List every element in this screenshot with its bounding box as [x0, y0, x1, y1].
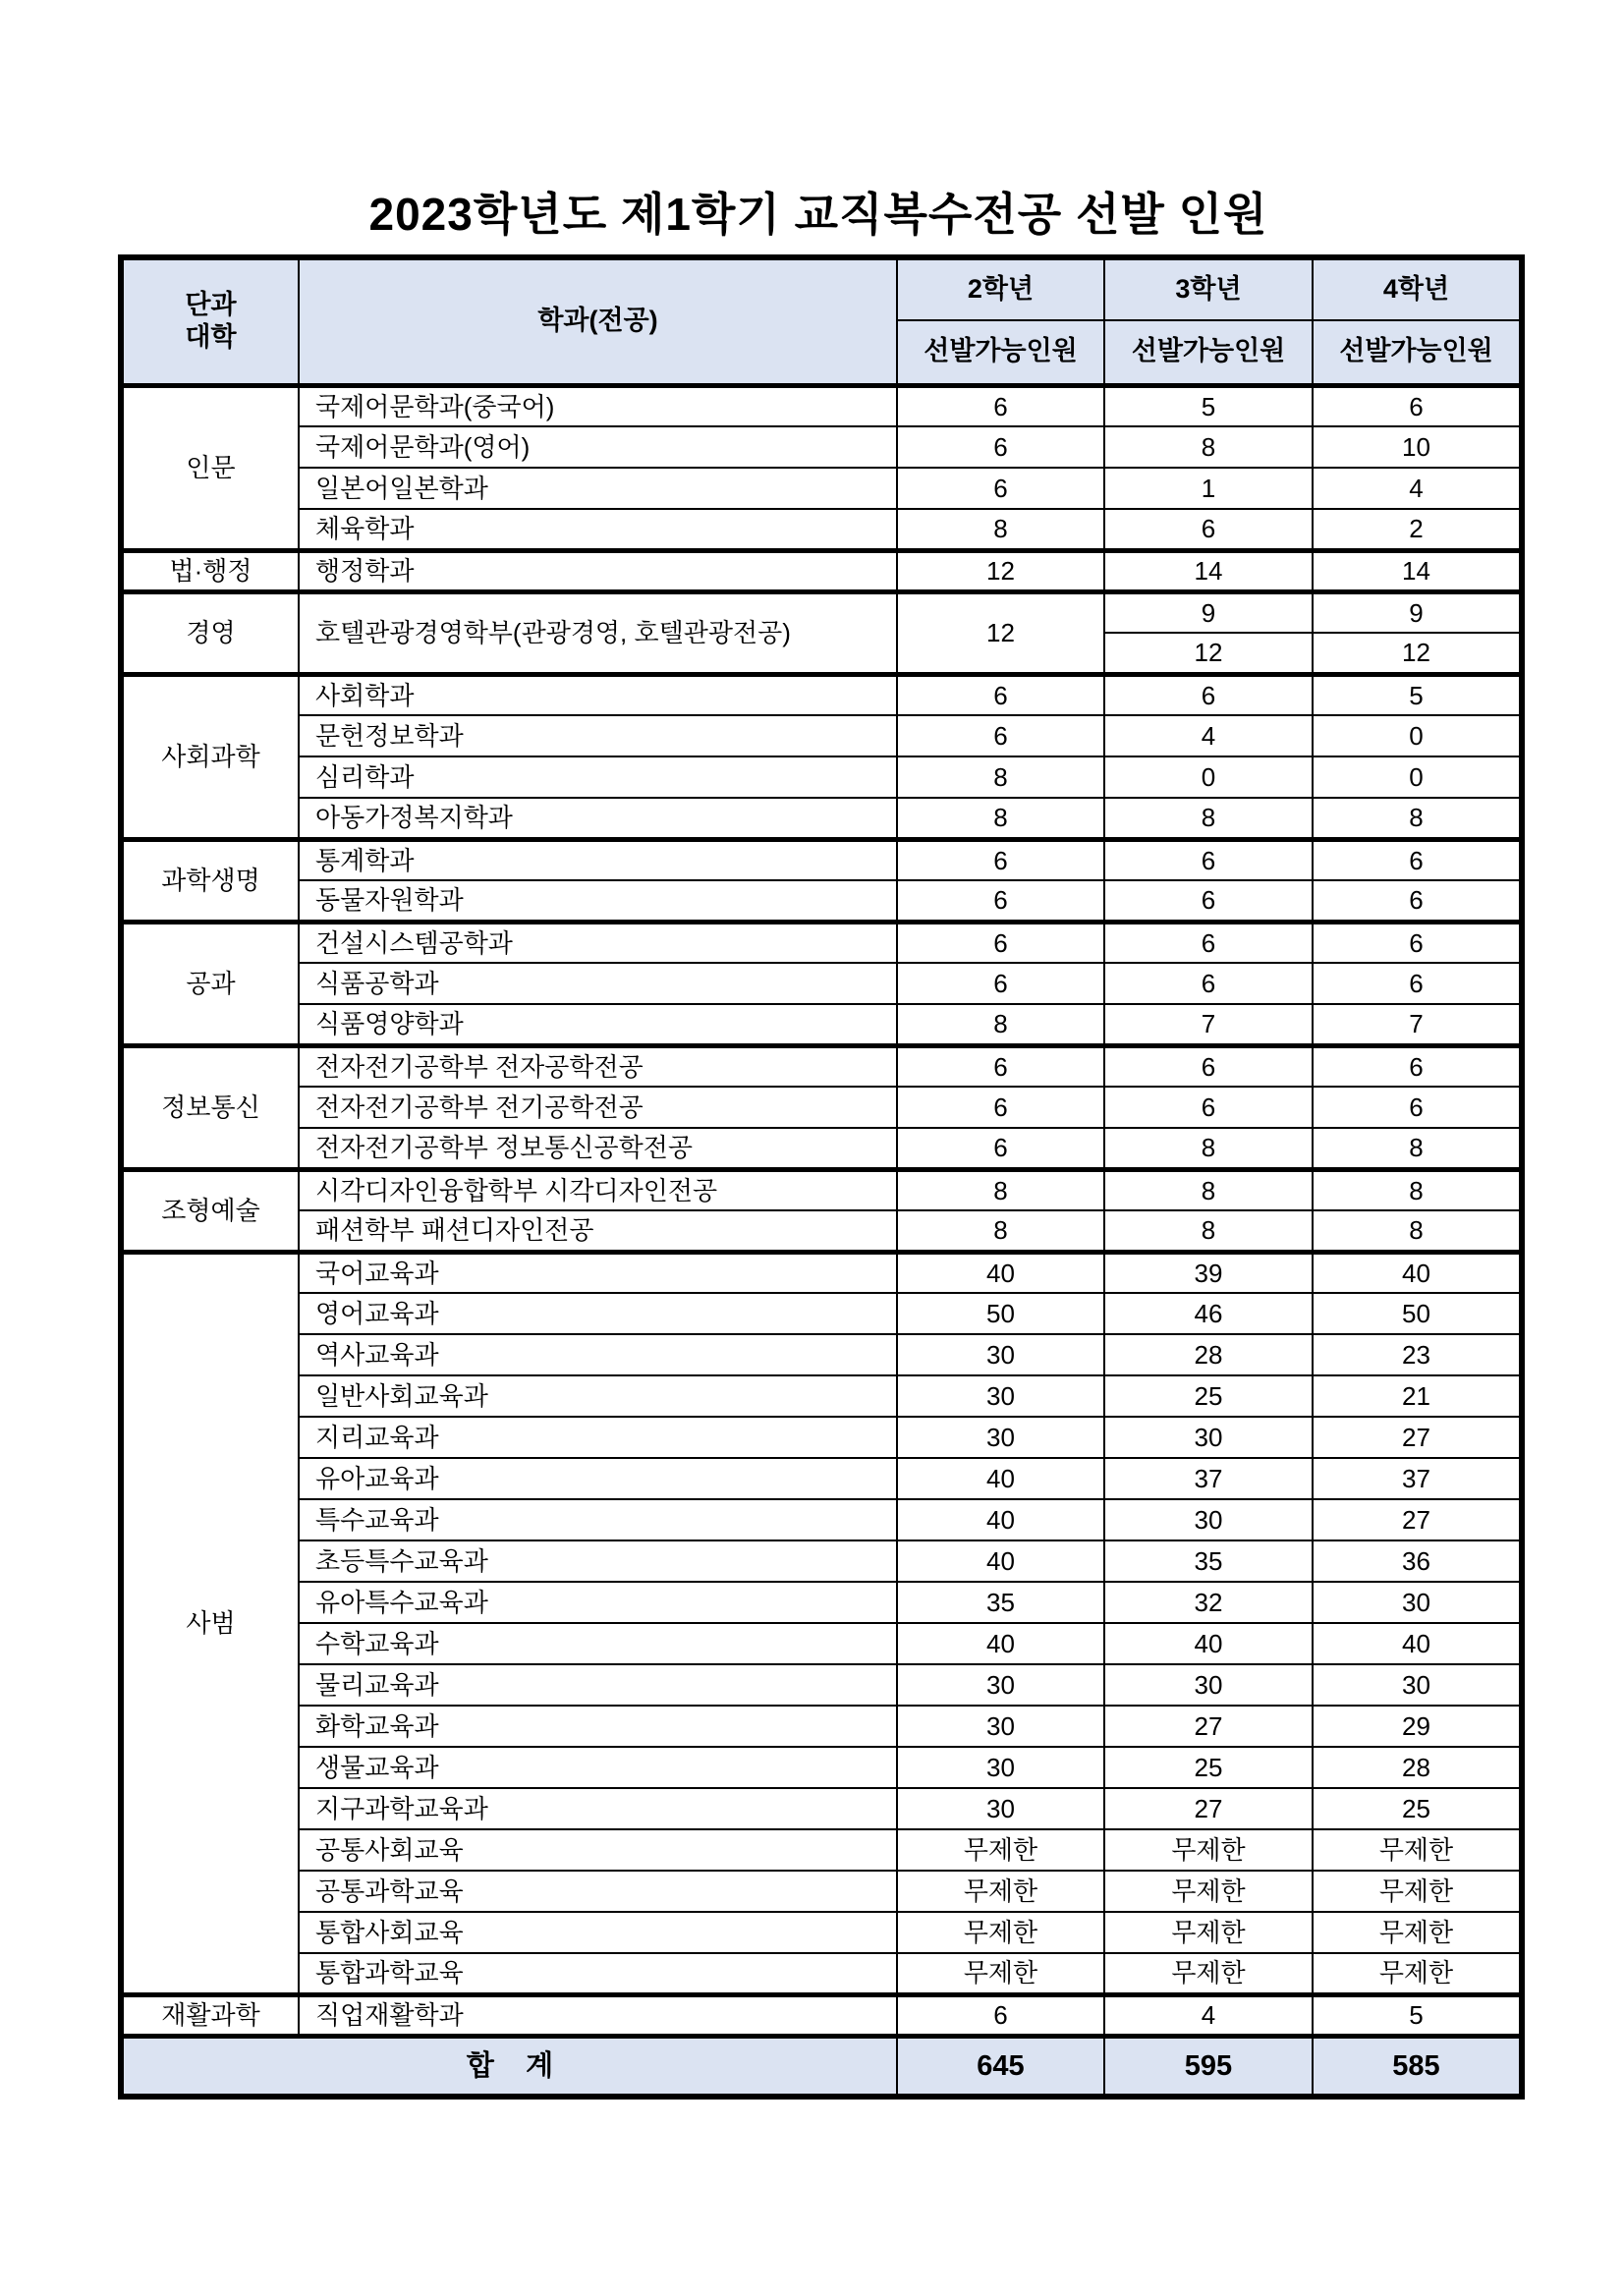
count-cell-y4: 무제한 — [1313, 1953, 1522, 1994]
count-cell-y2: 8 — [897, 1169, 1104, 1210]
dept-cell: 전자전기공학부 전자공학전공 — [299, 1045, 897, 1087]
total-label: 합 계 — [121, 2036, 897, 2097]
count-cell-y3: 6 — [1104, 509, 1313, 550]
table-row — [121, 880, 1522, 922]
count-cell-y3: 무제한 — [1104, 1829, 1313, 1871]
count-cell-y3: 무제한 — [1104, 1912, 1313, 1953]
count-cell-y3: 32 — [1104, 1582, 1313, 1623]
dept-cell: 식품공학과 — [299, 963, 897, 1004]
count-cell-y3: 40 — [1104, 1623, 1313, 1664]
header-college-line2: 대학 — [185, 322, 237, 353]
dept-cell: 체육학과 — [299, 509, 897, 550]
count-cell-y3-bottom: 12 — [1104, 633, 1313, 674]
dept-cell: 물리교육과 — [299, 1664, 897, 1706]
page-title: 2023학년도 제1학기 교직복수전공 선발 인원 — [368, 189, 1268, 240]
count-cell-y4: 8 — [1313, 1169, 1522, 1210]
dept-cell: 지구과학교육과 — [299, 1788, 897, 1829]
table-row — [121, 715, 1522, 756]
table-row — [121, 798, 1522, 839]
table-row — [121, 1788, 1522, 1829]
dept-cell: 초등특수교육과 — [299, 1540, 897, 1582]
count-cell-y2: 40 — [897, 1458, 1104, 1499]
table-row — [121, 1087, 1522, 1128]
dept-cell: 패션학부 패션디자인전공 — [299, 1210, 897, 1252]
count-cell-y2: 6 — [897, 1045, 1104, 1087]
dept-cell: 행정학과 — [299, 550, 897, 591]
table-row — [121, 1004, 1522, 1045]
count-cell-y3: 8 — [1104, 798, 1313, 839]
count-cell-y2: 40 — [897, 1623, 1104, 1664]
dept-cell: 식품영양학과 — [299, 1004, 897, 1045]
count-cell-y3: 무제한 — [1104, 1953, 1313, 1994]
count-cell-y4: 6 — [1313, 963, 1522, 1004]
table-row — [121, 1045, 1522, 1087]
dept-cell: 전자전기공학부 정보통신공학전공 — [299, 1128, 897, 1169]
count-cell-y4: 8 — [1313, 1128, 1522, 1169]
count-cell-y2: 6 — [897, 1087, 1104, 1128]
count-cell-y3: 46 — [1104, 1293, 1313, 1334]
count-cell-y2: 6 — [897, 1994, 1104, 2036]
table-row — [121, 468, 1522, 509]
dept-cell: 직업재활학과 — [299, 1994, 897, 2036]
table-row — [121, 550, 1522, 591]
selection-table — [118, 254, 1525, 2100]
table-row — [121, 1334, 1522, 1375]
count-cell-y4-top: 9 — [1313, 591, 1522, 633]
count-cell-y4: 21 — [1313, 1375, 1522, 1417]
count-cell-y3: 35 — [1104, 1540, 1313, 1582]
count-cell-y2: 35 — [897, 1582, 1104, 1623]
count-cell-y2: 8 — [897, 1004, 1104, 1045]
table-row — [121, 1458, 1522, 1499]
dept-cell: 통합과학교육 — [299, 1953, 897, 1994]
dept-cell: 시각디자인융합학부 시각디자인전공 — [299, 1169, 897, 1210]
count-cell-y4: 7 — [1313, 1004, 1522, 1045]
count-cell-y3: 8 — [1104, 426, 1313, 468]
count-cell-y3: 30 — [1104, 1499, 1313, 1540]
count-cell-y4: 6 — [1313, 922, 1522, 963]
count-cell-y3: 27 — [1104, 1706, 1313, 1747]
table-header — [121, 257, 1522, 385]
count-cell-y2: 8 — [897, 1210, 1104, 1252]
header-sublabel-3: 선발가능인원 — [1104, 320, 1313, 385]
header-dept: 학과(전공) — [299, 257, 897, 385]
count-cell-y3: 무제한 — [1104, 1871, 1313, 1912]
table-row — [121, 1210, 1522, 1252]
dept-cell: 통계학과 — [299, 839, 897, 880]
header-college-line1: 단과 — [185, 290, 237, 320]
count-cell-y2: 6 — [897, 922, 1104, 963]
count-cell-y3: 8 — [1104, 1169, 1313, 1210]
header-grade-4: 4학년 — [1313, 257, 1522, 320]
count-cell-y2: 6 — [897, 426, 1104, 468]
dept-cell: 동물자원학과 — [299, 880, 897, 922]
count-cell-y2: 6 — [897, 468, 1104, 509]
table-row — [121, 1953, 1522, 1994]
count-cell-y4: 50 — [1313, 1293, 1522, 1334]
count-cell-y3: 27 — [1104, 1788, 1313, 1829]
count-cell-y3: 6 — [1104, 880, 1313, 922]
dept-cell: 통합사회교육 — [299, 1912, 897, 1953]
count-cell-y2: 6 — [897, 880, 1104, 922]
count-cell-y2: 8 — [897, 509, 1104, 550]
table-row — [121, 1128, 1522, 1169]
count-cell-y3: 8 — [1104, 1128, 1313, 1169]
table-row — [121, 922, 1522, 963]
count-cell-y2: 6 — [897, 1128, 1104, 1169]
count-cell-y3-top: 9 — [1104, 591, 1313, 633]
count-cell-y4: 36 — [1313, 1540, 1522, 1582]
dept-cell: 건설시스템공학과 — [299, 922, 897, 963]
count-cell-y3: 6 — [1104, 963, 1313, 1004]
table-row — [121, 1252, 1522, 1293]
dept-cell: 생물교육과 — [299, 1747, 897, 1788]
count-cell-y4: 0 — [1313, 715, 1522, 756]
count-cell-y2: 무제한 — [897, 1871, 1104, 1912]
table-row — [121, 1871, 1522, 1912]
count-cell-y3: 6 — [1104, 1087, 1313, 1128]
count-cell-y3: 37 — [1104, 1458, 1313, 1499]
table-row — [121, 756, 1522, 798]
count-cell-y2: 6 — [897, 715, 1104, 756]
count-cell-y4: 0 — [1313, 756, 1522, 798]
table-row — [121, 963, 1522, 1004]
count-cell-y4: 30 — [1313, 1582, 1522, 1623]
dept-cell: 일반사회교육과 — [299, 1375, 897, 1417]
dept-cell: 공통사회교육 — [299, 1829, 897, 1871]
count-cell-y2: 50 — [897, 1293, 1104, 1334]
dept-cell: 유아교육과 — [299, 1458, 897, 1499]
count-cell-y3: 14 — [1104, 550, 1313, 591]
table-row — [121, 1994, 1522, 2036]
count-cell-y4: 23 — [1313, 1334, 1522, 1375]
dept-cell: 역사교육과 — [299, 1334, 897, 1375]
college-cell: 과학생명 — [121, 839, 299, 922]
table-row — [121, 839, 1522, 880]
count-cell-y4: 30 — [1313, 1664, 1522, 1706]
count-cell-y2: 무제한 — [897, 1829, 1104, 1871]
count-cell-y2: 8 — [897, 756, 1104, 798]
count-cell-y4: 27 — [1313, 1499, 1522, 1540]
count-cell-y4-bottom: 12 — [1313, 633, 1522, 674]
count-cell-y3: 30 — [1104, 1417, 1313, 1458]
count-cell-y4: 6 — [1313, 1087, 1522, 1128]
count-cell-y3: 39 — [1104, 1252, 1313, 1293]
college-cell: 정보통신 — [121, 1045, 299, 1169]
count-cell-y4: 40 — [1313, 1252, 1522, 1293]
count-cell-y2: 6 — [897, 674, 1104, 715]
count-cell-y4: 8 — [1313, 798, 1522, 839]
total-count-y4: 585 — [1313, 2036, 1522, 2097]
count-cell-y2: 30 — [897, 1747, 1104, 1788]
table-row — [121, 1417, 1522, 1458]
dept-cell: 화학교육과 — [299, 1706, 897, 1747]
table-row — [121, 1747, 1522, 1788]
count-cell-y2: 40 — [897, 1499, 1104, 1540]
count-cell-y3: 6 — [1104, 1045, 1313, 1087]
count-cell-y3: 7 — [1104, 1004, 1313, 1045]
count-cell-y3: 6 — [1104, 839, 1313, 880]
count-cell-y4: 27 — [1313, 1417, 1522, 1458]
dept-cell: 사회학과 — [299, 674, 897, 715]
table-row — [121, 385, 1522, 426]
dept-cell: 문헌정보학과 — [299, 715, 897, 756]
dept-cell: 영어교육과 — [299, 1293, 897, 1334]
table-row — [121, 1582, 1522, 1623]
count-cell-y2: 12 — [897, 550, 1104, 591]
college-cell: 조형예술 — [121, 1169, 299, 1252]
dept-cell: 아동가정복지학과 — [299, 798, 897, 839]
count-cell-y2: 30 — [897, 1788, 1104, 1829]
table-row — [121, 1540, 1522, 1582]
table-row — [121, 1912, 1522, 1953]
count-cell-y2: 30 — [897, 1417, 1104, 1458]
count-cell-y4: 28 — [1313, 1747, 1522, 1788]
count-cell-y4: 25 — [1313, 1788, 1522, 1829]
dept-cell: 국제어문학과(영어) — [299, 426, 897, 468]
dept-cell: 호텔관광경영학부(관광경영, 호텔관광전공) — [299, 591, 897, 674]
count-cell-y4: 무제한 — [1313, 1912, 1522, 1953]
count-cell-y3: 25 — [1104, 1747, 1313, 1788]
college-cell: 공과 — [121, 922, 299, 1045]
count-cell-y3: 0 — [1104, 756, 1313, 798]
count-cell-y3: 28 — [1104, 1334, 1313, 1375]
dept-cell: 공통과학교육 — [299, 1871, 897, 1912]
total-count-y2: 645 — [897, 2036, 1104, 2097]
header-sublabel-2: 선발가능인원 — [897, 320, 1104, 385]
count-cell-y2: 30 — [897, 1664, 1104, 1706]
total-count-y3: 595 — [1104, 2036, 1313, 2097]
table-row — [121, 1623, 1522, 1664]
count-cell-y2: 6 — [897, 963, 1104, 1004]
count-cell-y2: 6 — [897, 839, 1104, 880]
count-cell-y4: 2 — [1313, 509, 1522, 550]
count-cell-y4: 무제한 — [1313, 1829, 1522, 1871]
table-row — [121, 1169, 1522, 1210]
dept-cell: 전자전기공학부 전기공학전공 — [299, 1087, 897, 1128]
header-sublabel-4: 선발가능인원 — [1313, 320, 1522, 385]
college-cell: 재활과학 — [121, 1994, 299, 2036]
count-cell-y4: 5 — [1313, 1994, 1522, 2036]
count-cell-y3: 4 — [1104, 1994, 1313, 2036]
table-row — [121, 1829, 1522, 1871]
college-cell: 사범 — [121, 1252, 299, 1994]
table-row — [121, 426, 1522, 468]
college-cell: 법·행정 — [121, 550, 299, 591]
table-row — [121, 674, 1522, 715]
college-cell: 사회과학 — [121, 674, 299, 839]
count-cell-y4: 8 — [1313, 1210, 1522, 1252]
count-cell-y4: 4 — [1313, 468, 1522, 509]
total-row — [121, 2036, 1522, 2097]
count-cell-y4: 29 — [1313, 1706, 1522, 1747]
table-row — [121, 591, 1522, 633]
dept-cell: 심리학과 — [299, 756, 897, 798]
count-cell-y3: 25 — [1104, 1375, 1313, 1417]
header-row-grades — [121, 257, 1522, 320]
count-cell-y2: 무제한 — [897, 1912, 1104, 1953]
count-cell-y3: 30 — [1104, 1664, 1313, 1706]
college-cell: 경영 — [121, 591, 299, 674]
table-row — [121, 1664, 1522, 1706]
count-cell-y2: 12 — [897, 591, 1104, 674]
count-cell-y4: 5 — [1313, 674, 1522, 715]
table-row — [121, 1293, 1522, 1334]
dept-cell: 유아특수교육과 — [299, 1582, 897, 1623]
dept-cell: 수학교육과 — [299, 1623, 897, 1664]
dept-cell: 특수교육과 — [299, 1499, 897, 1540]
dept-cell: 지리교육과 — [299, 1417, 897, 1458]
count-cell-y2: 8 — [897, 798, 1104, 839]
count-cell-y4: 14 — [1313, 550, 1522, 591]
count-cell-y4: 40 — [1313, 1623, 1522, 1664]
count-cell-y4: 6 — [1313, 880, 1522, 922]
count-cell-y3: 4 — [1104, 715, 1313, 756]
header-grade-3: 3학년 — [1104, 257, 1313, 320]
count-cell-y2: 30 — [897, 1375, 1104, 1417]
count-cell-y2: 40 — [897, 1540, 1104, 1582]
table-row — [121, 1499, 1522, 1540]
table-row — [121, 509, 1522, 550]
count-cell-y2: 무제한 — [897, 1953, 1104, 1994]
count-cell-y3: 6 — [1104, 922, 1313, 963]
header-college — [121, 257, 299, 385]
table-row — [121, 1706, 1522, 1747]
dept-cell: 국어교육과 — [299, 1252, 897, 1293]
college-cell: 인문 — [121, 385, 299, 550]
count-cell-y4: 10 — [1313, 426, 1522, 468]
count-cell-y4: 6 — [1313, 385, 1522, 426]
count-cell-y2: 30 — [897, 1334, 1104, 1375]
count-cell-y3: 1 — [1104, 468, 1313, 509]
count-cell-y4: 37 — [1313, 1458, 1522, 1499]
count-cell-y2: 40 — [897, 1252, 1104, 1293]
count-cell-y2: 30 — [897, 1706, 1104, 1747]
dept-cell: 일본어일본학과 — [299, 468, 897, 509]
count-cell-y3: 5 — [1104, 385, 1313, 426]
count-cell-y2: 6 — [897, 385, 1104, 426]
count-cell-y4: 무제한 — [1313, 1871, 1522, 1912]
count-cell-y4: 6 — [1313, 1045, 1522, 1087]
header-grade-2: 2학년 — [897, 257, 1104, 320]
count-cell-y3: 8 — [1104, 1210, 1313, 1252]
table-row — [121, 1375, 1522, 1417]
count-cell-y4: 6 — [1313, 839, 1522, 880]
count-cell-y3: 6 — [1104, 674, 1313, 715]
dept-cell: 국제어문학과(중국어) — [299, 385, 897, 426]
table-body — [121, 385, 1522, 2097]
